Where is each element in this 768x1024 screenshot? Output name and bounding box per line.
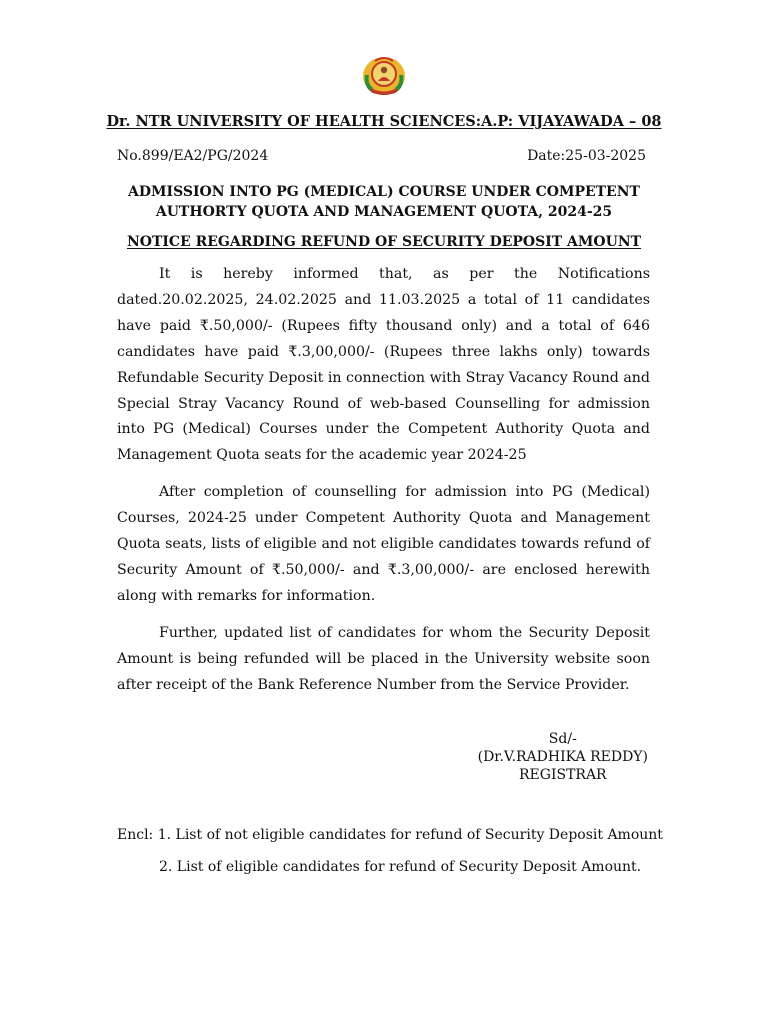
reference-number: No.899/EA2/PG/2024 <box>117 148 269 164</box>
enclosure-item-1: Encl: 1. List of not eligible candidates for refund of Security Deposit Amount <box>117 827 663 843</box>
university-emblem-icon <box>361 55 407 97</box>
notice-title: NOTICE REGARDING REFUND OF SECURITY DEPOSIT AMOUNT <box>126 234 642 250</box>
body-paragraph-1: It is hereby informed that, as per the Notifications dated.20.02.2025, 24.02.2025 and 11.03.2025 a total of 11 candidates have paid ₹.50,000/- (Rupees fifty thousand only) and a total of 646 candidates have paid ₹.3,00,000/- (Rupees three lakhs only) towards Refundable Security Deposit in connection with Stray Vacancy Round and Special Stray Vacancy Round of web-based Counselling for admission into PG (Medical) Courses under the Competent Authority Quota and Management Quota seats for the academic year 2024-25 <box>117 266 650 464</box>
body-paragraph-3: Further, updated list of candidates for whom the Security Deposit Amount is being refunded will be placed in the University website soon after receipt of the Bank Reference Number from the Service Provider. <box>117 625 650 693</box>
university-name-heading: Dr. NTR UNIVERSITY OF HEALTH SCIENCES:A.P: VIJAYAWADA – 08 <box>106 113 662 130</box>
enclosure-item-2: 2. List of eligible candidates for refund of Security Deposit Amount. <box>159 859 642 875</box>
subject-line-1: ADMISSION INTO PG (MEDICAL) COURSE UNDER COMPETENT <box>128 184 640 200</box>
signatory-title: REGISTRAR <box>519 767 607 783</box>
reference-line <box>117 148 646 164</box>
enclosures-list <box>117 819 663 883</box>
signatory-name: (Dr.V.RADHIKA REDDY) <box>477 749 648 765</box>
subject-line-2: AUTHORTY QUOTA AND MANAGEMENT QUOTA, 2024-25 <box>155 204 613 220</box>
subject-heading <box>0 182 768 222</box>
signature-block <box>478 730 648 784</box>
notice-date: Date:25-03-2025 <box>527 148 646 164</box>
body-paragraph-2: After completion of counselling for admission into PG (Medical) Courses, 2024-25 under Competent Authority Quota and Management Quota seats, lists of eligible and not eligible candidates towards refund of Security Amount of ₹.50,000/- and ₹.3,00,000/- are enclosed herewith along with remarks for information. <box>117 484 650 604</box>
signature-sd: Sd/- <box>548 731 577 747</box>
